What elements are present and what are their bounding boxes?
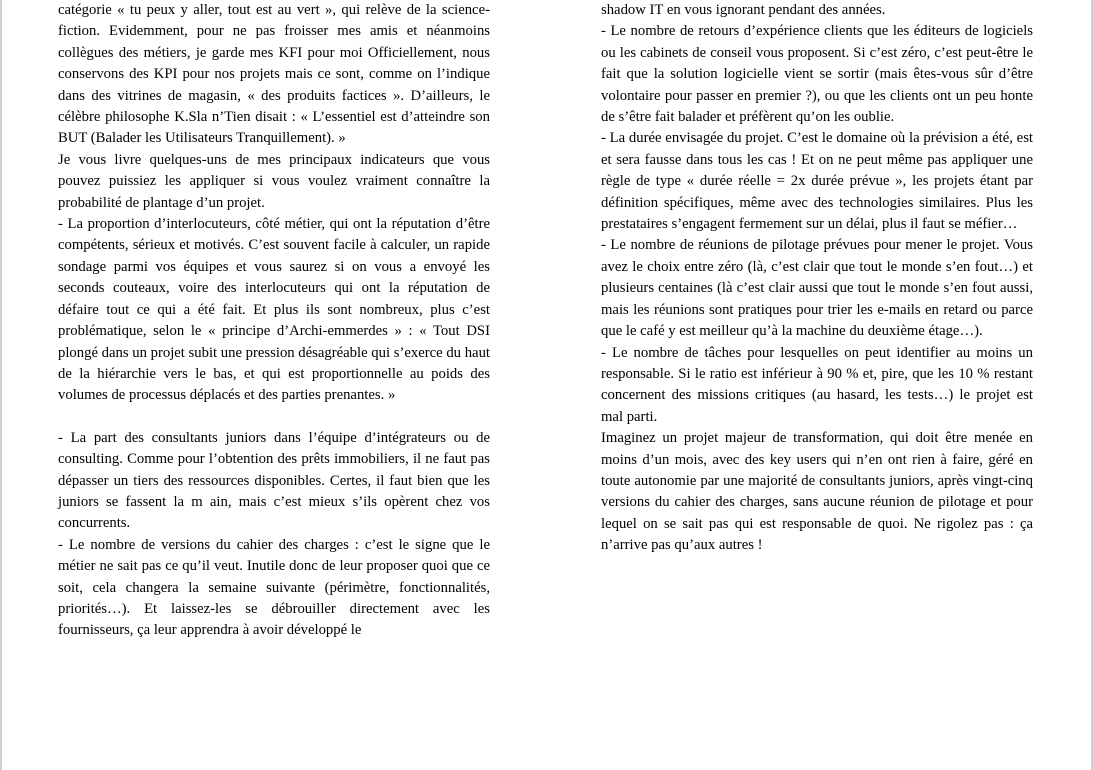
paragraph: - La durée envisagée du projet. C’est le domaine où la prévision a été, est et sera fausse dans tous les cas ! Et on ne peut même pas appliquer une règle de type « durée réelle = 2x durée prévue », les projets étant par définition spécifiques, même avec des technologies similaires. Plus les prestataires s’engagent fermement sur un délai, plus il faut se méfier… [601, 130, 1033, 233]
paragraph: - La part des consultants juniors dans l’équipe d’intégrateurs ou de consulting. Comme pour l’obtention des prêts immobiliers, il ne faut pas dépasser un tiers des ressources disponibles. Certes, il faut bien que les juniors se fassent la m ain, mais c’est mieux s’ils opèrent chez vos concurrents. [58, 429, 490, 532]
left-text-column [58, 0, 490, 770]
paragraph: catégorie « tu peux y aller, tout est au vert », qui relève de la science-fiction. Evidemment, pour ne pas froisser mes amis et néanmoins collègues des métiers, je garde mes KFI pour moi Officiellement, nous conservons des KPI pour nos projets mais ce sont, comme on l’indique dans des vitrines de magasin, « des produits factices ». D’ailleurs, le célèbre philosophe K.Sla n’Tien disait : « L’essentiel est d’atteindre son BUT (Balader les Utilisateurs Tranquillement). » [58, 2, 490, 147]
right-text-column [601, 0, 1033, 770]
paragraph: - Le nombre de réunions de pilotage prévues pour mener le projet. Vous avez le choix entre zéro (là, c’est clair que tout le monde s’en fout…) et plusieurs centaines (là c’est clair aussi que tout le monde s’en fout aussi, mais les réunions sont pratiques pour trier les e-mails en retard ou parce que le café y est meilleur qu’à la machine du deuxième étage…). [601, 237, 1033, 340]
paragraph: - La proportion d’interlocuteurs, côté métier, qui ont la réputation d’être compétents, sérieux et motivés. C’est souvent facile à calculer, un rapide sondage parmi vos équipes et vous saurez si on vous a envoyé les seconds couteaux, voire des interlocuteurs qui ont la réputation de défaire tout ce qui a été fait. Et plus ils sont nombreux, plus c’est problématique, selon le « principe d’Archi-emmerdes » : « Tout DSI plongé dans un projet subit une pression désagréable qui s’exerce du haut de la hiérarchie vers le bas, et qui est proportionnelle au poids des volumes de processus déplacés et des parties prenantes. » [58, 216, 490, 404]
paragraph: Je vous livre quelques-uns de mes principaux indicateurs que vous pouvez puissiez les appliquer si vous voulez vraiment connaître la probabilité de plantage d’un projet. [58, 151, 490, 211]
paragraph: - Le nombre de versions du cahier des charges : c’est le signe que le métier ne sait pas ce qu’il veut. Inutile donc de leur proposer quoi que ce soit, cela changera la semaine suivante (périmètre, fonctionnalités, priorités…). Et laissez-les se débrouiller directement avec les fournisseurs, ça leur apprendra à avoir développé le [58, 536, 490, 639]
paragraph-break [58, 407, 490, 428]
paragraph: - Le nombre de retours d’expérience clients que les éditeurs de logiciels ou les cabinets de conseil vous proposent. Si c’est zéro, c’est peut-être le fait que la solution logicielle vient se sortir (mais êtes-vous sûr d’être volontaire pour passer en premier ?), ou que les clients ont un peu honte de s’être fait balader et préfèrent qu’on les oublie. [601, 23, 1033, 126]
paragraph: shadow IT en vous ignorant pendant des années. [601, 2, 886, 18]
paragraph: Imaginez un projet majeur de transformation, qui doit être menée en moins d’un mois, avec des key users qui n’en ont rien à faire, géré en toute autonomie par une majorité de consultants juniors, après vingt-cinq versions du cahier des charges, sans aucune réunion de pilotage et pour lequel on se sait pas qui est responsable de quoi. Ne rigolez pas : ça n’arrive pas qu’aux autres ! [601, 430, 1033, 554]
paragraph: - Le nombre de tâches pour lesquelles on peut identifier au moins un responsable. Si le ratio est inférieur à 90 % et, pire, que les 10 % restant concernent des missions critiques (au hasard, les tests…) le projet est mal parti. [601, 344, 1033, 425]
